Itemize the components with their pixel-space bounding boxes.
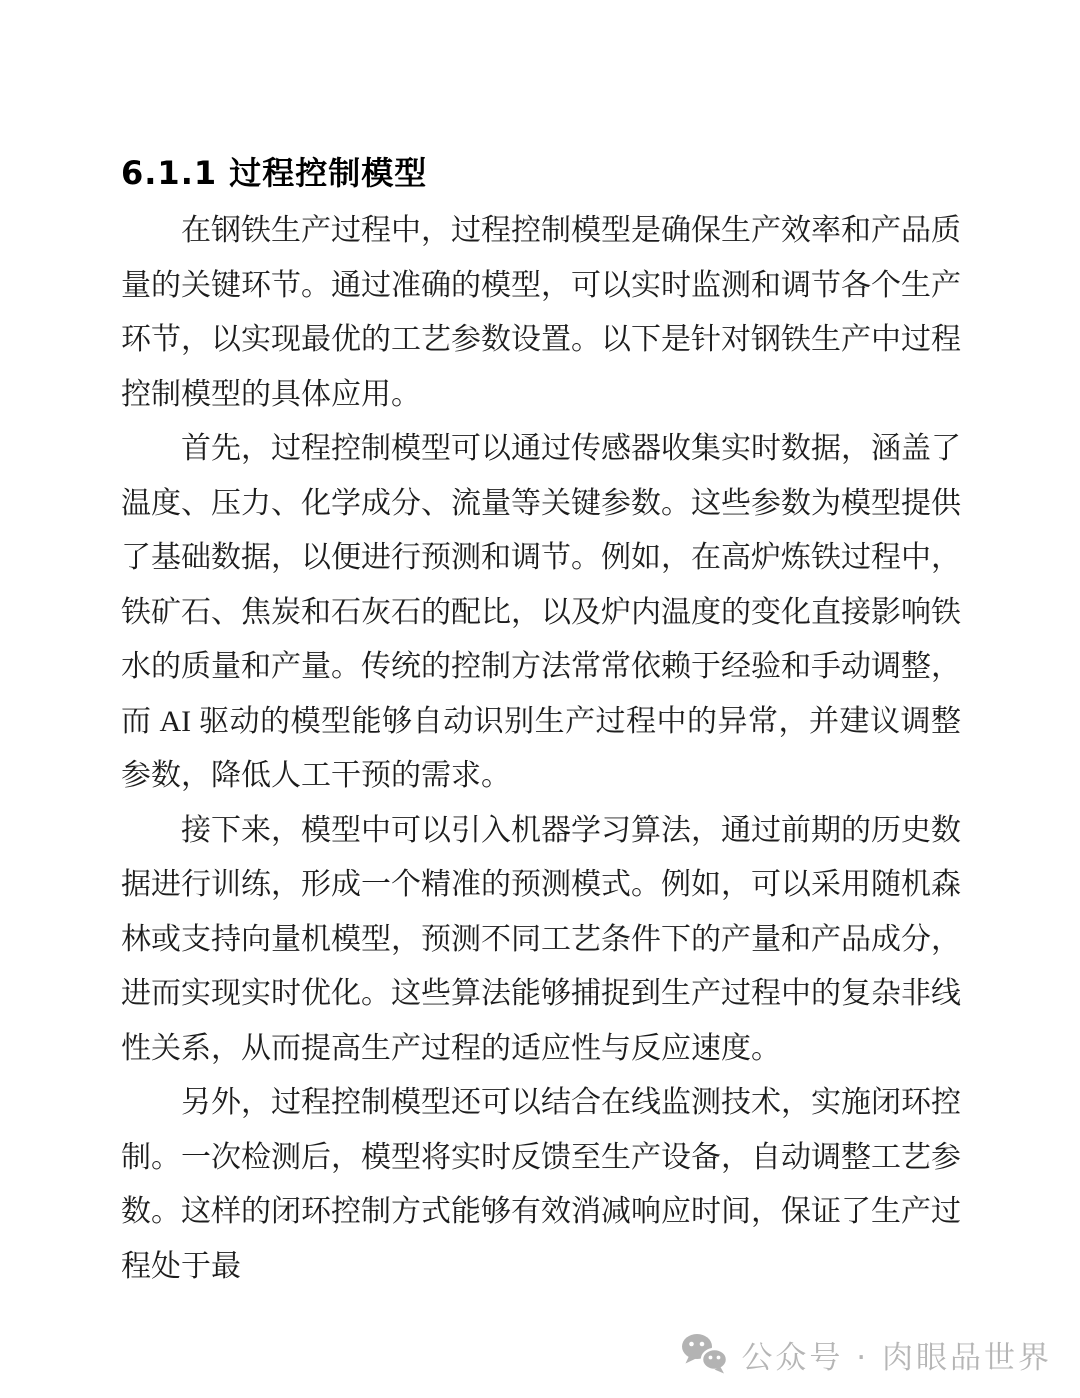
section-heading: 6.1.1 过程控制模型: [121, 154, 428, 192]
watermark-text: 公众号 · 肉眼品世界: [741, 1339, 1052, 1376]
paragraph-1: 在钢铁生产过程中，过程控制模型是确保生产效率和产品质量的关键环节。通过准确的模型，可以实时监测和调节各个生产环节，以实现最优的工艺参数设置。以下是针对钢铁生产中过程控制模型的具体应用。: [121, 214, 961, 411]
paragraph-3: 接下来，模型中可以引入机器学习算法，通过前期的历史数据进行训练，形成一个精准的预测模式。例如，可以采用随机森林或支持向量机模型，预测不同工艺条件下的产量和产品成分，进而实现实时优化。这些算法能够捕捉到生产过程中的复杂非线性关系，从而提高生产过程的适应性与反应速度。: [121, 813, 961, 1065]
wechat-icon: [681, 1333, 729, 1375]
paragraph-4: 另外，过程控制模型还可以结合在线监测技术，实施闭环控制。一次检测后，模型将实时反馈至生产设备，自动调整工艺参数。这样的闭环控制方式能够有效消减响应时间，保证了生产过程处于最: [121, 1086, 961, 1283]
document-content: [121, 150, 961, 1294]
paragraph-2: 首先，过程控制模型可以通过传感器收集实时数据，涵盖了温度、压力、化学成分、流量等关键参数。这些参数为模型提供了基础数据，以便进行预测和调节。例如，在高炉炼铁过程中，铁矿石、焦炭和石灰石的配比，以及炉内温度的变化直接影响铁水的质量和产量。传统的控制方法常常依赖于经验和手动调整，而 AI 驱动的模型能够自动识别生产过程中的异常，并建议调整参数，降低人工干预的需求。: [121, 432, 961, 792]
watermark: [681, 1330, 1052, 1378]
